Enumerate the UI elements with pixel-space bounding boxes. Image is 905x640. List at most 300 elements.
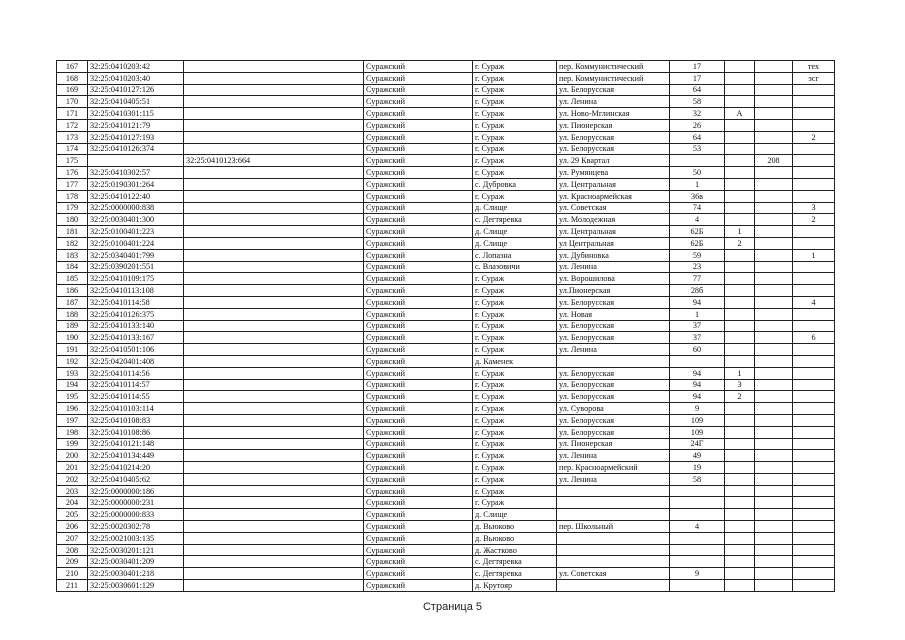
cadastral-number-cell: 32:25:0000000:838 [88,202,184,214]
building-letter-cell [725,497,755,509]
row-number-cell: 192 [57,355,88,367]
table-row [57,568,835,580]
apartment-cell [755,131,793,143]
cadastral-number-cell: 32:25:0410126:375 [88,308,184,320]
house-number-cell: 1 [670,308,725,320]
district-cell: Суражский [364,473,473,485]
row-number-cell: 209 [57,556,88,568]
note-cell [793,556,835,568]
table-row [57,237,835,249]
cadastral-number-cell: 32:25:0030401:209 [88,556,184,568]
building-letter-cell [725,414,755,426]
street-cell [557,556,670,568]
cadastral-number-cell: 32:25:0410301:115 [88,108,184,120]
house-number-cell: 49 [670,450,725,462]
row-number-cell: 204 [57,497,88,509]
district-cell: Суражский [364,214,473,226]
district-cell: Суражский [364,84,473,96]
settlement-cell: с. Дегтяревка [473,556,557,568]
house-number-cell: 64 [670,84,725,96]
street-cell: пер. Школьный [557,521,670,533]
table-row [57,119,835,131]
apartment-cell [755,391,793,403]
cadastral-number-cell: 32:25:0410302:57 [88,167,184,179]
row-number-cell: 207 [57,532,88,544]
note-cell [793,532,835,544]
table-row [57,96,835,108]
row-number-cell: 168 [57,72,88,84]
apartment-cell [755,509,793,521]
apartment-cell [755,497,793,509]
table-row [57,473,835,485]
building-letter-cell [725,273,755,285]
settlement-cell: г. Сураж [473,320,557,332]
apartment-cell [755,296,793,308]
street-cell: ул. 29 Квартал [557,155,670,167]
table-row [57,532,835,544]
district-cell: Суражский [364,320,473,332]
house-number-cell: 59 [670,249,725,261]
house-number-cell: 64 [670,131,725,143]
cadastral-number-cell [88,155,184,167]
settlement-cell: г. Сураж [473,379,557,391]
apartment-cell [755,532,793,544]
cadastral-number-cell: 32:25:0420401:408 [88,355,184,367]
table-row [57,580,835,592]
house-number-cell [670,544,725,556]
settlement-cell: с. Дегтяревка [473,568,557,580]
table-row [57,379,835,391]
settlement-cell: г. Сураж [473,84,557,96]
street-cell: ул. Белорусская [557,367,670,379]
street-cell: ул. Ново-Мглинская [557,108,670,120]
cadastral-number-alt-cell [184,450,364,462]
district-cell: Суражский [364,308,473,320]
apartment-cell [755,72,793,84]
building-letter-cell: А [725,108,755,120]
street-cell: ул Центральная [557,237,670,249]
street-cell [557,532,670,544]
note-cell [793,237,835,249]
table-row [57,509,835,521]
table-row [57,273,835,285]
district-cell: Суражский [364,237,473,249]
settlement-cell: с. Влазовичи [473,261,557,273]
note-cell [793,285,835,297]
street-cell: ул.Пионерская [557,285,670,297]
street-cell: ул. Ленина [557,450,670,462]
cadastral-number-cell: 32:25:0390201:551 [88,261,184,273]
cadastral-number-alt-cell [184,308,364,320]
street-cell: ул. Советская [557,568,670,580]
apartment-cell [755,143,793,155]
settlement-cell: г. Сураж [473,72,557,84]
district-cell: Суражский [364,497,473,509]
note-cell [793,261,835,273]
cadastral-number-cell: 32:25:0410214:20 [88,462,184,474]
table-row [57,261,835,273]
street-cell: ул. Белорусская [557,296,670,308]
building-letter-cell [725,521,755,533]
registry-table [56,60,835,592]
building-letter-cell [725,332,755,344]
house-number-cell: 19 [670,462,725,474]
table-row [57,296,835,308]
cadastral-number-cell: 32:25:0410103:114 [88,403,184,415]
cadastral-number-cell: 32:25:0410121:79 [88,119,184,131]
house-number-cell: 32 [670,108,725,120]
cadastral-number-cell: 32:25:0021003:135 [88,532,184,544]
row-number-cell: 196 [57,403,88,415]
building-letter-cell [725,84,755,96]
cadastral-number-alt-cell [184,285,364,297]
street-cell: ул. Белорусская [557,332,670,344]
building-letter-cell: 1 [725,226,755,238]
cadastral-number-cell: 32:25:0410133:140 [88,320,184,332]
cadastral-number-alt-cell: 32:25:0410123:664 [184,155,364,167]
cadastral-number-cell: 32:25:0410127:126 [88,84,184,96]
house-number-cell: 58 [670,96,725,108]
row-number-cell: 184 [57,261,88,273]
settlement-cell: г. Сураж [473,296,557,308]
house-number-cell: 36в [670,190,725,202]
cadastral-number-cell: 32:25:0410405:51 [88,96,184,108]
row-number-cell: 210 [57,568,88,580]
district-cell: Суражский [364,131,473,143]
street-cell [557,485,670,497]
house-number-cell [670,155,725,167]
house-number-cell: 4 [670,214,725,226]
cadastral-number-cell: 32:25:0030401:300 [88,214,184,226]
table-row [57,131,835,143]
building-letter-cell [725,426,755,438]
cadastral-number-alt-cell [184,332,364,344]
note-cell [793,391,835,403]
settlement-cell: г. Сураж [473,119,557,131]
cadastral-number-cell: 32:25:0410108:86 [88,426,184,438]
apartment-cell [755,355,793,367]
cadastral-number-cell: 32:25:0410501:106 [88,344,184,356]
cadastral-number-alt-cell [184,320,364,332]
building-letter-cell [725,61,755,73]
note-cell [793,568,835,580]
row-number-cell: 177 [57,178,88,190]
district-cell: Суражский [364,332,473,344]
street-cell: ул. Ленина [557,344,670,356]
building-letter-cell [725,261,755,273]
street-cell [557,544,670,556]
note-cell [793,155,835,167]
house-number-cell: 1 [670,178,725,190]
row-number-cell: 200 [57,450,88,462]
house-number-cell: 77 [670,273,725,285]
house-number-cell: 17 [670,61,725,73]
district-cell: Суражский [364,367,473,379]
note-cell [793,450,835,462]
apartment-cell [755,167,793,179]
note-cell [793,438,835,450]
apartment-cell [755,332,793,344]
house-number-cell [670,580,725,592]
apartment-cell [755,249,793,261]
building-letter-cell [725,355,755,367]
settlement-cell: г. Сураж [473,391,557,403]
settlement-cell: д. Жастково [473,544,557,556]
apartment-cell [755,285,793,297]
apartment-cell [755,473,793,485]
apartment-cell [755,544,793,556]
street-cell: ул. Белорусская [557,320,670,332]
note-cell: эсг [793,72,835,84]
apartment-cell [755,485,793,497]
cadastral-number-cell: 32:25:0030401:218 [88,568,184,580]
registry-table-body [57,61,835,592]
cadastral-number-alt-cell [184,568,364,580]
settlement-cell: с. Лопазна [473,249,557,261]
cadastral-number-cell: 32:25:0410114:55 [88,391,184,403]
building-letter-cell [725,462,755,474]
building-letter-cell [725,568,755,580]
cadastral-number-alt-cell [184,344,364,356]
cadastral-number-cell: 32:25:0410405:62 [88,473,184,485]
apartment-cell [755,521,793,533]
cadastral-number-alt-cell [184,237,364,249]
settlement-cell: г. Сураж [473,332,557,344]
row-number-cell: 206 [57,521,88,533]
street-cell: ул. Румянцева [557,167,670,179]
building-letter-cell: 2 [725,391,755,403]
row-number-cell: 187 [57,296,88,308]
note-cell [793,462,835,474]
apartment-cell [755,119,793,131]
table-row [57,308,835,320]
settlement-cell: г. Сураж [473,143,557,155]
district-cell: Суражский [364,580,473,592]
district-cell: Суражский [364,143,473,155]
apartment-cell [755,580,793,592]
table-row [57,450,835,462]
row-number-cell: 183 [57,249,88,261]
row-number-cell: 181 [57,226,88,238]
note-cell [793,379,835,391]
apartment-cell [755,379,793,391]
cadastral-number-cell: 32:25:0030601:129 [88,580,184,592]
building-letter-cell [725,344,755,356]
apartment-cell [755,450,793,462]
cadastral-number-cell: 32:25:0410122:40 [88,190,184,202]
street-cell: ул. Ленина [557,96,670,108]
cadastral-number-alt-cell [184,544,364,556]
cadastral-number-alt-cell [184,414,364,426]
note-cell [793,226,835,238]
building-letter-cell [725,96,755,108]
building-letter-cell [725,308,755,320]
cadastral-number-alt-cell [184,190,364,202]
street-cell: ул. Красноармейская [557,190,670,202]
district-cell: Суражский [364,485,473,497]
note-cell [793,544,835,556]
district-cell: Суражский [364,426,473,438]
cadastral-number-alt-cell [184,261,364,273]
building-letter-cell [725,178,755,190]
house-number-cell [670,532,725,544]
settlement-cell: с. Дегтяревка [473,214,557,226]
cadastral-number-alt-cell [184,226,364,238]
settlement-cell: г. Сураж [473,485,557,497]
house-number-cell: 94 [670,296,725,308]
row-number-cell: 194 [57,379,88,391]
building-letter-cell [725,143,755,155]
cadastral-number-cell: 32:25:0000000:186 [88,485,184,497]
district-cell: Суражский [364,155,473,167]
street-cell: ул. Центральная [557,226,670,238]
cadastral-number-alt-cell [184,426,364,438]
note-cell [793,473,835,485]
row-number-cell: 174 [57,143,88,155]
apartment-cell [755,414,793,426]
building-letter-cell [725,580,755,592]
cadastral-number-cell: 32:25:0410121:148 [88,438,184,450]
table-row [57,485,835,497]
table-row [57,167,835,179]
street-cell: ул. Ленина [557,261,670,273]
apartment-cell [755,190,793,202]
building-letter-cell: 3 [725,379,755,391]
house-number-cell [670,485,725,497]
cadastral-number-alt-cell [184,521,364,533]
note-cell [793,84,835,96]
district-cell: Суражский [364,167,473,179]
table-row [57,285,835,297]
district-cell: Суражский [364,438,473,450]
note-cell [793,190,835,202]
note-cell [793,580,835,592]
cadastral-number-alt-cell [184,367,364,379]
settlement-cell: д. Слище [473,226,557,238]
row-number-cell: 201 [57,462,88,474]
district-cell: Суражский [364,273,473,285]
row-number-cell: 198 [57,426,88,438]
settlement-cell: д. Вьюково [473,532,557,544]
settlement-cell: д. Слище [473,202,557,214]
house-number-cell: 17 [670,72,725,84]
apartment-cell [755,426,793,438]
apartment-cell [755,462,793,474]
house-number-cell: 37 [670,332,725,344]
table-row [57,226,835,238]
table-row [57,320,835,332]
apartment-cell [755,556,793,568]
table-row [57,214,835,226]
note-cell [793,521,835,533]
house-number-cell: 109 [670,414,725,426]
house-number-cell: 9 [670,568,725,580]
note-cell [793,355,835,367]
row-number-cell: 186 [57,285,88,297]
cadastral-number-alt-cell [184,473,364,485]
note-cell: 4 [793,296,835,308]
cadastral-number-alt-cell [184,131,364,143]
settlement-cell: г. Сураж [473,285,557,297]
apartment-cell [755,108,793,120]
row-number-cell: 203 [57,485,88,497]
house-number-cell [670,497,725,509]
settlement-cell: г. Сураж [473,61,557,73]
cadastral-number-alt-cell [184,379,364,391]
building-letter-cell: 1 [725,367,755,379]
house-number-cell: 109 [670,426,725,438]
note-cell [793,320,835,332]
apartment-cell [755,568,793,580]
district-cell: Суражский [364,96,473,108]
district-cell: Суражский [364,403,473,415]
apartment-cell [755,367,793,379]
building-letter-cell [725,509,755,521]
apartment-cell [755,61,793,73]
street-cell: ул. Белорусская [557,379,670,391]
table-row [57,61,835,73]
settlement-cell: г. Сураж [473,190,557,202]
table-row [57,497,835,509]
house-number-cell: 4 [670,521,725,533]
settlement-cell: г. Сураж [473,403,557,415]
row-number-cell: 182 [57,237,88,249]
house-number-cell: 58 [670,473,725,485]
note-cell: 1 [793,249,835,261]
house-number-cell: 37 [670,320,725,332]
row-number-cell: 173 [57,131,88,143]
building-letter-cell [725,320,755,332]
cadastral-number-cell: 32:25:0000000:833 [88,509,184,521]
row-number-cell: 170 [57,96,88,108]
house-number-cell [670,355,725,367]
cadastral-number-cell: 32:25:0020302:78 [88,521,184,533]
building-letter-cell [725,403,755,415]
district-cell: Суражский [364,344,473,356]
table-row [57,403,835,415]
cadastral-number-alt-cell [184,178,364,190]
page-number-footer: Страница 5 [422,601,483,613]
cadastral-number-cell: 32:25:0410114:57 [88,379,184,391]
settlement-cell: г. Сураж [473,367,557,379]
note-cell [793,426,835,438]
street-cell: ул. Советская [557,202,670,214]
house-number-cell [670,509,725,521]
row-number-cell: 189 [57,320,88,332]
apartment-cell [755,273,793,285]
cadastral-number-cell: 32:25:0410108:83 [88,414,184,426]
apartment-cell [755,403,793,415]
street-cell: ул. Белорусская [557,391,670,403]
settlement-cell: г. Сураж [473,462,557,474]
cadastral-number-alt-cell [184,96,364,108]
note-cell [793,367,835,379]
row-number-cell: 167 [57,61,88,73]
cadastral-number-cell: 32:25:0340401:799 [88,249,184,261]
house-number-cell: 53 [670,143,725,155]
settlement-cell: д. Вьюково [473,521,557,533]
district-cell: Суражский [364,568,473,580]
cadastral-number-cell: 32:25:0410134:449 [88,450,184,462]
street-cell: ул. Дубиновка [557,249,670,261]
district-cell: Суражский [364,544,473,556]
building-letter-cell [725,473,755,485]
building-letter-cell [725,119,755,131]
cadastral-number-alt-cell [184,214,364,226]
building-letter-cell [725,155,755,167]
row-number-cell: 191 [57,344,88,356]
building-letter-cell [725,202,755,214]
